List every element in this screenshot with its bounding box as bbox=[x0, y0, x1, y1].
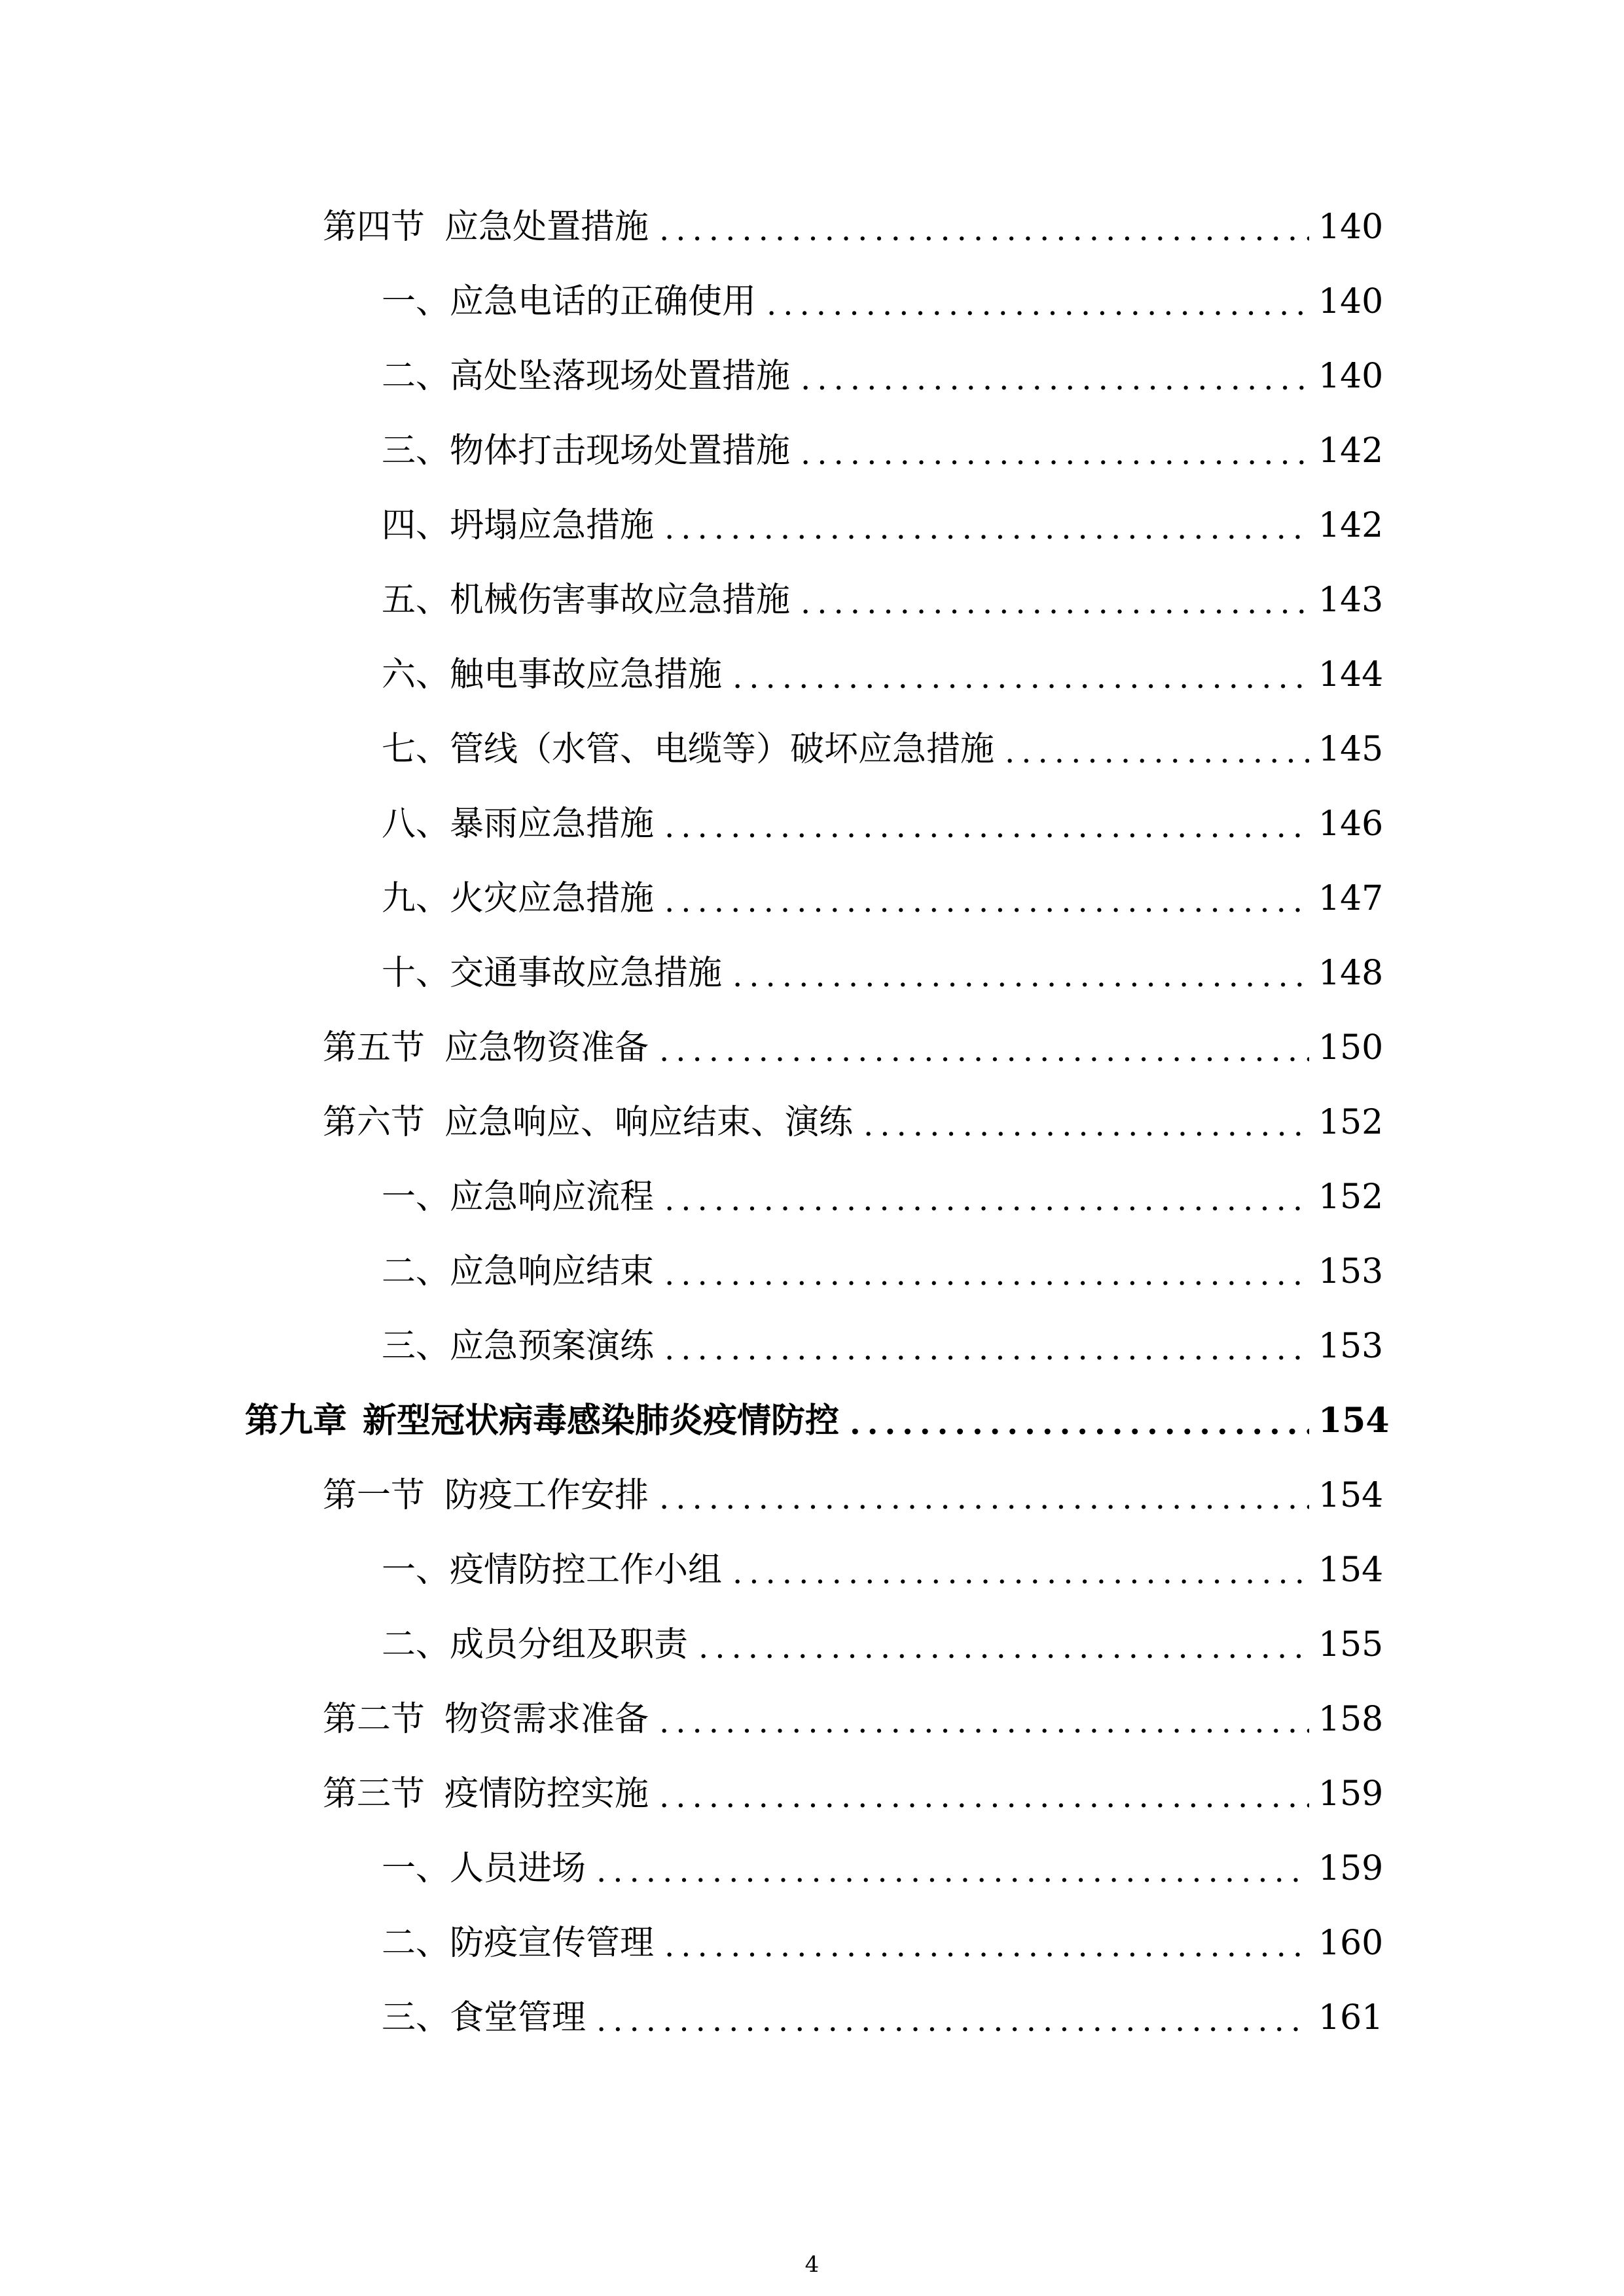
toc-entry-number: 一、 bbox=[382, 1177, 450, 1217]
toc-entry-title: 疫情防控实施 bbox=[444, 1774, 649, 1814]
toc-entry[interactable] bbox=[0, 1981, 1624, 2055]
dot-leader bbox=[664, 807, 1309, 841]
toc-entry[interactable] bbox=[0, 1607, 1624, 1682]
dot-leader bbox=[698, 1628, 1309, 1662]
page-number: 4 bbox=[804, 2251, 820, 2278]
toc-entry[interactable] bbox=[0, 339, 1624, 414]
toc-entry-number: 第九章 bbox=[245, 1401, 348, 1441]
toc-entry-title: 成员分组及职责 bbox=[450, 1625, 689, 1664]
toc-entry-page: 152 bbox=[1318, 1177, 1384, 1217]
toc-entry[interactable] bbox=[0, 563, 1624, 637]
toc-entry-page: 154 bbox=[1318, 1401, 1390, 1441]
toc-entry[interactable] bbox=[0, 1682, 1624, 1757]
toc-entry-title: 新型冠状病毒感染肺炎疫情防控 bbox=[363, 1401, 840, 1441]
toc-entry-number: 十、 bbox=[382, 954, 450, 993]
toc-entry-number: 第五节 bbox=[323, 1028, 425, 1067]
toc-entry[interactable] bbox=[0, 712, 1624, 787]
toc-entry-page: 140 bbox=[1318, 357, 1384, 396]
toc-entry[interactable] bbox=[0, 414, 1624, 488]
toc-entry-title: 疫情防控工作小组 bbox=[450, 1551, 723, 1590]
dot-leader bbox=[596, 1852, 1309, 1886]
toc-entry-title: 物资需求准备 bbox=[444, 1700, 649, 1739]
dot-leader bbox=[801, 359, 1309, 393]
toc-entry-number: 四、 bbox=[382, 506, 450, 545]
dot-leader bbox=[664, 1180, 1309, 1214]
toc-entry[interactable] bbox=[0, 1309, 1624, 1384]
toc-entry-page: 159 bbox=[1318, 1849, 1384, 1888]
toc-entry[interactable] bbox=[0, 1458, 1624, 1533]
toc-entry-number: 一、 bbox=[382, 282, 450, 321]
toc-entry-number: 二、 bbox=[382, 1625, 450, 1664]
dot-leader bbox=[659, 1777, 1309, 1811]
toc-entry-title: 防疫工作安排 bbox=[444, 1476, 649, 1515]
dot-leader bbox=[664, 1926, 1309, 1960]
toc-entry[interactable] bbox=[0, 1011, 1624, 1085]
toc-entry-page: 145 bbox=[1318, 730, 1384, 769]
toc-entry[interactable] bbox=[0, 787, 1624, 861]
toc-entry-title: 应急物资准备 bbox=[444, 1028, 649, 1067]
toc-entry-page: 140 bbox=[1318, 282, 1384, 321]
toc-entry-page: 148 bbox=[1318, 954, 1384, 993]
toc-entry-number: 第二节 bbox=[323, 1700, 425, 1739]
toc-entry-title: 交通事故应急措施 bbox=[450, 954, 723, 993]
dot-leader bbox=[664, 1329, 1309, 1363]
toc-entry[interactable] bbox=[0, 264, 1624, 339]
toc-entry-page: 152 bbox=[1318, 1103, 1384, 1142]
toc-entry[interactable] bbox=[0, 1757, 1624, 1831]
toc-entry-page: 142 bbox=[1318, 431, 1384, 471]
toc-entry-title: 物体打击现场处置措施 bbox=[450, 431, 791, 471]
toc-entry-title: 应急预案演练 bbox=[450, 1327, 655, 1366]
toc-entry-number: 六、 bbox=[382, 655, 450, 694]
toc-entry-title: 应急响应、响应结束、演练 bbox=[444, 1103, 854, 1142]
dot-leader bbox=[801, 434, 1309, 468]
dot-leader bbox=[863, 1105, 1309, 1139]
toc-entry[interactable] bbox=[0, 488, 1624, 563]
toc-entry-page: 150 bbox=[1318, 1028, 1384, 1067]
toc-entry-number: 二、 bbox=[382, 357, 450, 396]
toc-entry-page: 144 bbox=[1318, 655, 1384, 694]
toc-entry-page: 155 bbox=[1318, 1625, 1384, 1664]
toc-entry-number: 五、 bbox=[382, 581, 450, 620]
toc-entry-page: 146 bbox=[1318, 804, 1384, 844]
toc-entry[interactable] bbox=[0, 936, 1624, 1011]
toc-entry-page: 154 bbox=[1318, 1476, 1384, 1515]
toc-entry[interactable] bbox=[0, 1533, 1624, 1607]
toc-entry-page: 153 bbox=[1318, 1252, 1384, 1291]
toc-entry-title: 应急响应结束 bbox=[450, 1252, 655, 1291]
toc-entry-number: 九、 bbox=[382, 879, 450, 918]
table-of-contents bbox=[0, 190, 1624, 2055]
toc-entry-page: 154 bbox=[1318, 1551, 1384, 1590]
dot-leader bbox=[732, 956, 1309, 990]
toc-entry-page: 159 bbox=[1318, 1774, 1384, 1814]
toc-entry-title: 防疫宣传管理 bbox=[450, 1924, 655, 1963]
toc-entry-title: 火灾应急措施 bbox=[450, 879, 655, 918]
toc-entry-title: 暴雨应急措施 bbox=[450, 804, 655, 844]
toc-entry-page: 160 bbox=[1318, 1924, 1384, 1963]
toc-entry-number: 八、 bbox=[382, 804, 450, 844]
toc-entry-number: 第一节 bbox=[323, 1476, 425, 1515]
dot-leader bbox=[664, 882, 1309, 916]
toc-entry-page: 140 bbox=[1318, 207, 1384, 247]
toc-entry-page: 142 bbox=[1318, 506, 1384, 545]
toc-entry-number: 二、 bbox=[382, 1924, 450, 1963]
toc-entry-title: 人员进场 bbox=[450, 1849, 586, 1888]
toc-entry-number: 三、 bbox=[382, 1327, 450, 1366]
toc-entry-title: 管线（水管、电缆等）破坏应急措施 bbox=[450, 730, 995, 769]
toc-entry-number: 第三节 bbox=[323, 1774, 425, 1814]
toc-entry[interactable] bbox=[0, 1831, 1624, 1906]
toc-entry-number: 三、 bbox=[382, 1998, 450, 2037]
toc-entry-page: 161 bbox=[1318, 1998, 1384, 2037]
toc-entry-number: 三、 bbox=[382, 431, 450, 471]
toc-entry-page: 147 bbox=[1318, 879, 1384, 918]
toc-entry-page: 143 bbox=[1318, 581, 1384, 620]
toc-entry[interactable] bbox=[0, 1085, 1624, 1160]
toc-entry-title: 机械伤害事故应急措施 bbox=[450, 581, 791, 620]
dot-leader bbox=[732, 1553, 1309, 1587]
toc-entry-title: 食堂管理 bbox=[450, 1998, 586, 2037]
toc-entry-title: 应急处置措施 bbox=[444, 207, 649, 247]
toc-entry-title: 坍塌应急措施 bbox=[450, 506, 655, 545]
dot-leader bbox=[659, 210, 1309, 244]
dot-leader bbox=[664, 1255, 1309, 1289]
toc-entry-page: 153 bbox=[1318, 1327, 1384, 1366]
dot-leader bbox=[801, 583, 1309, 617]
toc-entry[interactable] bbox=[0, 861, 1624, 936]
toc-entry[interactable] bbox=[0, 1160, 1624, 1234]
dot-leader bbox=[767, 285, 1309, 319]
dot-leader bbox=[596, 2001, 1309, 2035]
toc-entry-title: 应急响应流程 bbox=[450, 1177, 655, 1217]
toc-entry-number: 二、 bbox=[382, 1252, 450, 1291]
dot-leader bbox=[850, 1404, 1309, 1438]
toc-entry[interactable] bbox=[0, 637, 1624, 712]
toc-entry-page: 158 bbox=[1318, 1700, 1384, 1739]
toc-entry-title: 触电事故应急措施 bbox=[450, 655, 723, 694]
toc-chapter-entry[interactable] bbox=[0, 1384, 1624, 1458]
toc-entry[interactable] bbox=[0, 1906, 1624, 1981]
toc-entry-number: 一、 bbox=[382, 1849, 450, 1888]
toc-entry-number: 第六节 bbox=[323, 1103, 425, 1142]
toc-entry-number: 七、 bbox=[382, 730, 450, 769]
toc-entry-number: 一、 bbox=[382, 1551, 450, 1590]
toc-entry-title: 高处坠落现场处置措施 bbox=[450, 357, 791, 396]
toc-entry-number: 第四节 bbox=[323, 207, 425, 247]
toc-entry[interactable] bbox=[0, 1234, 1624, 1309]
toc-entry[interactable] bbox=[0, 190, 1624, 264]
dot-leader bbox=[1005, 732, 1309, 766]
dot-leader bbox=[659, 1479, 1309, 1513]
dot-leader bbox=[664, 509, 1309, 543]
dot-leader bbox=[732, 658, 1309, 692]
dot-leader bbox=[659, 1702, 1309, 1736]
toc-entry-title: 应急电话的正确使用 bbox=[450, 282, 757, 321]
dot-leader bbox=[659, 1031, 1309, 1065]
